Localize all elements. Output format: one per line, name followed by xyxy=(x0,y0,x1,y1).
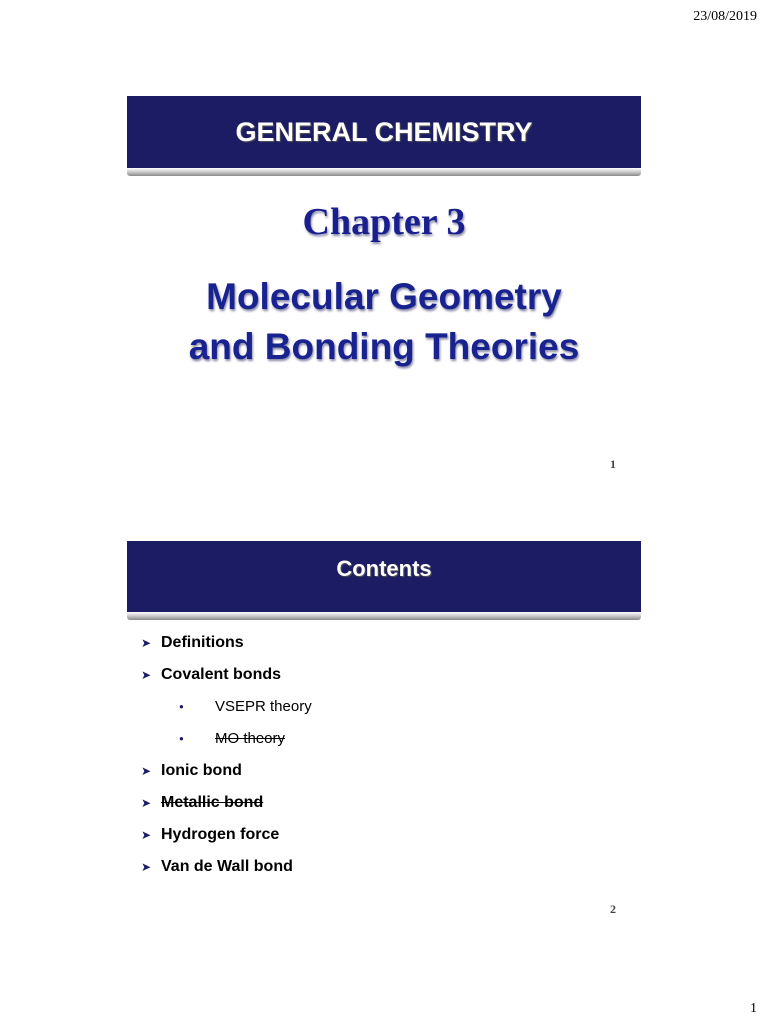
arrow-bullet-icon: ➤ xyxy=(141,796,152,810)
contents-banner xyxy=(127,541,641,613)
slide-number: 1 xyxy=(610,457,616,471)
arrow-bullet-icon: ➤ xyxy=(141,860,152,874)
banner-underline-bar xyxy=(127,168,641,176)
slide-subtitle xyxy=(127,272,641,372)
list-item-ionic-bond: ➤ Ionic bond xyxy=(141,762,242,779)
dot-bullet-icon: ● xyxy=(179,734,184,744)
subtitle-line-1: Molecular Geometry xyxy=(206,276,562,317)
slide-number: 2 xyxy=(610,902,616,916)
arrow-bullet-icon: ➤ xyxy=(141,636,152,650)
list-item-hydrogen-force: ➤ Hydrogen force xyxy=(141,826,280,843)
title-banner xyxy=(127,96,641,169)
dot-bullet-icon: ● xyxy=(179,702,184,712)
chapter-title: Chapter 3 xyxy=(302,201,466,243)
banner-underline-bar xyxy=(127,612,641,620)
page-number: 1 xyxy=(750,1001,757,1016)
arrow-bullet-icon: ➤ xyxy=(141,668,152,682)
sub-item-vsepr-theory: ● VSEPR theory xyxy=(179,697,312,717)
subtitle-line-2: and Bonding Theories xyxy=(188,326,580,367)
list-item-definitions: ➤ Definitions xyxy=(141,634,244,651)
list-item-covalent-bonds: ➤ Covalent bonds xyxy=(141,666,282,683)
slide-1 xyxy=(127,96,641,480)
list-item-van-de-wall-bond: ➤ Van de Wall bond xyxy=(141,858,293,875)
document-date: 23/08/2019 xyxy=(693,9,757,24)
list-item-metallic-bond: ➤ Metallic bond xyxy=(141,794,264,811)
banner-title: Contents xyxy=(336,556,432,581)
banner-title: GENERAL CHEMISTRY xyxy=(235,117,533,147)
arrow-bullet-icon: ➤ xyxy=(141,764,152,778)
slide-2 xyxy=(127,541,641,925)
sub-item-mo-theory: ● MO theory xyxy=(179,729,285,749)
arrow-bullet-icon: ➤ xyxy=(141,828,152,842)
